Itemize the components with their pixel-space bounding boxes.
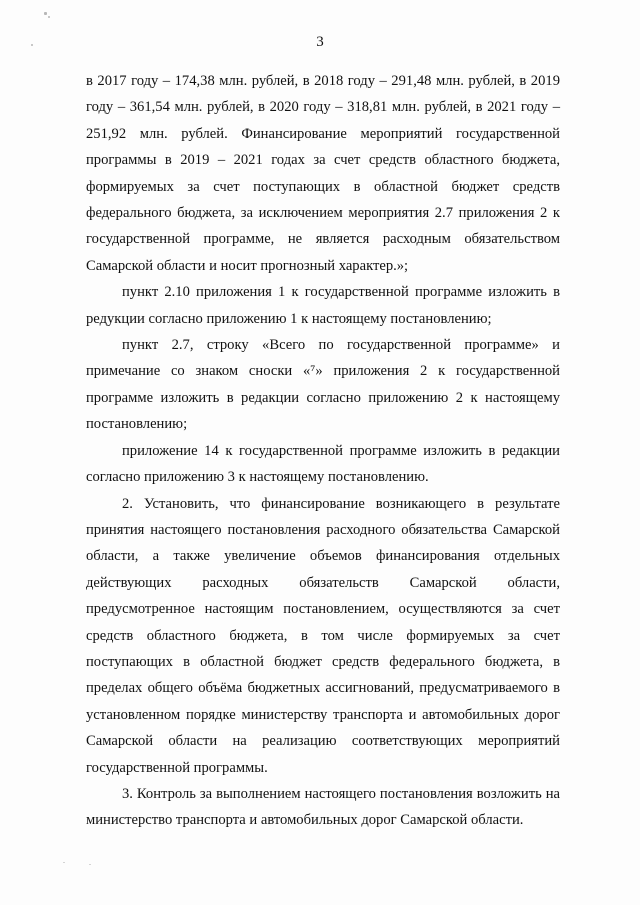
scan-speck xyxy=(89,864,91,865)
scan-speck xyxy=(44,12,47,15)
paragraph-item-2-10: пункт 2.10 приложения 1 к государственной программе изложить в редукции согласно приложению 1 к настоящему постановлению; xyxy=(86,284,560,327)
paragraph-item-2-7: пункт 2.7, строку «Всего по государственной программе» и примечание со знаком сноски «⁷» приложения 2 к государственной программе изложить в редакции согласно приложению 2 к настоящему постановлению; xyxy=(86,337,560,433)
scan-speck xyxy=(48,16,50,18)
document-body xyxy=(86,68,560,834)
paragraph-appendix-14: приложение 14 к государственной программе изложить в редакции согласно приложению 3 к настоящему постановлению. xyxy=(86,442,560,486)
paragraph-funding-by-year: в 2017 году – 174,38 млн. рублей, в 2018 году – 291,48 млн. рублей, в 2019 году – 361,54 млн. рублей, в 2020 году – 318,81 млн. рублей, в 2021 году – 251,92 млн. рублей. Финансирование мероприятий государственной программы в 2019 – 2021 годах за счет средств областного бюджета, формируемых за счет поступающих в областной бюджет средств федерального бюджета, за исключением мероприятия 2.7 приложения 2 к государственной программе, не является расходным обязательством Самарской области и носит прогнозный характер.»; xyxy=(86,73,560,274)
scan-speck xyxy=(63,862,65,863)
page-number: 3 xyxy=(316,34,324,50)
paragraph-clause-2: 2. Установить, что финансирование возникающего в результате принятия настоящего постановления расходного обязательства Самарской области, а также увеличение объемов финансирования отдельных действующих расходных обязательств Самарской области, предусмотренное настоящим постановлением, осуществляются за счет средств областного бюджета, в том числе формируемых за счет поступающих в областной бюджет средств федерального бюджета, в пределах общего объёма бюджетных ассигнований, предусматриваемого в установленном порядке министерству транспорта и автомобильных дорог Самарской области на реализацию соответствующих мероприятий государственной программы. xyxy=(86,495,560,776)
paragraph-clause-3: 3. Контроль за выполнением настоящего постановления возложить на министерство транспорта и автомобильных дорог Самарской области. xyxy=(86,785,560,829)
